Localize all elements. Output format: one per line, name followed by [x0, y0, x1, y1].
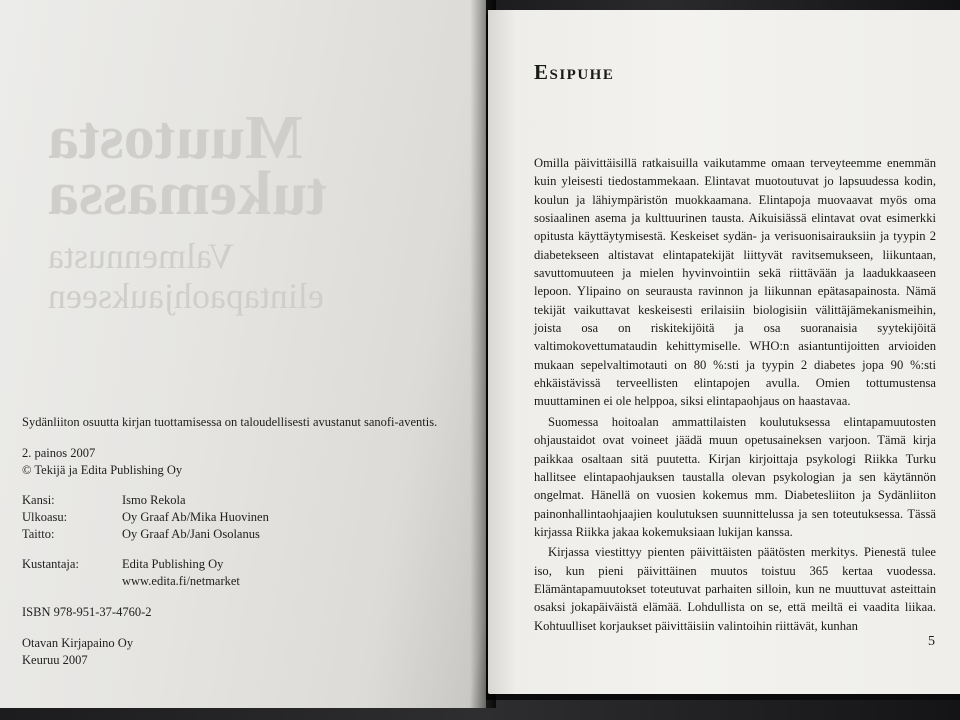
- printer-place: Keuruu 2007: [22, 653, 88, 667]
- paragraph: Kirjassa viestittyy pienten päivittäisten päätösten merkitys. Pienestä tulee iso, kun pieni päivittäinen muutos toistuu 365 kertaa vuodessa. Elämäntapamuutokset toteutuvat parhaiten silloin, kun ne muuttuvat asteittain osaksi jokapäiväistä elämää. Lohdullista on se, että meiltä ei vaadita liikaa. Kohtuulliset korjaukset päivittäisiin valintoihin riittävät, kunhan: [534, 545, 936, 633]
- publisher-url: www.edita.fi/netmarket: [122, 574, 240, 588]
- bleed-through-title: [48, 104, 388, 316]
- bleed-title-line2: tukemassa: [48, 160, 328, 228]
- credits: [22, 492, 472, 543]
- bleed-subtitle-line1: Valmennusta: [48, 236, 234, 276]
- page-title: Esipuhe: [534, 60, 615, 84]
- support-note: Sydänliiton osuutta kirjan tuottamisessa on taloudellisesti avustanut sanofi-aventis.: [22, 415, 438, 429]
- publisher-label: Kustantaja:: [22, 557, 79, 571]
- credit-row-layout: [22, 509, 472, 526]
- bleed-title-line1: Muutosta: [48, 104, 303, 172]
- credit-value: Oy Graaf Ab/Jani Osolanus: [122, 527, 260, 541]
- credit-value: Ismo Rekola: [122, 493, 186, 507]
- bleed-subtitle-line2: elintapaohjaukseen: [48, 276, 324, 316]
- paragraph: Suomessa hoitoalan ammattilaisten koulutuksessa elintapamuutosten ohjaustaidot ovat voineet jäädä muun opetusaineksen varjoon. Tämä kirja paikkaa osaltaan sitä puutetta. Kirjan kirjoittaja psykologi Riikka Turku hallitsee elintapaohjauksen taustalla olevan psykologian ja sen käytännön ongelmat. Hänellä on vuosien kokemus mm. Diabetesliiton ja Sydänliiton painonhallintaohjaajien koulutuksen suunnittelussa ja sen toteutuksessa. Tässä kirjassa Riikka jakaa kokemuksiaan lukijan kanssa.: [534, 414, 936, 539]
- paragraph: Omilla päivittäisillä ratkaisuilla vaikutamme omaan terveyteemme enemmän kuin yleisesti tiedostammekaan. Elintavat muotoutuvat jo lapsuudessa kodin, koulun ja lähiympäristön muokkaamana. Elintapoja muovaavat myös oma sosiaalinen asema ja kulttuurinen tausta. Aikuisiässä elintavat ovat esimerkki opitusta käyttäytymisestä. Keskeiset sydän- ja verisuonisairauksiin ja tyypin 2 diabetekseen altistavat elintapatekijät liittyvät ravitsemukseen, liikuntaan, savuttomuuteen ja mielen hyvinvointiin sekä riittävään ja laadukkaaseen lepoon. Ylipaino on seurausta ravinnon ja liikunnan epätasapainosta. Nämä tekijät vaikuttavat keskeisesti erilaisiin biologisiin välittäjämekanismeihin, joista osa on riskitekijöitä ja osa suoranaisia syytekijöitä valtimokovettumataudin kehittymiselle. WHO:n asiantuntijoitten arvioiden mukaan sepelvaltimotauti on 80 %:sti ja tyypin 2 diabetes jopa 90 %:sti ehkäistävissä terveellisten elintapojen avulla. Omien tottumustensa muuttaminen ei ole helppoa, siksi elintapaohjaus on haastavaa.: [534, 156, 936, 409]
- credit-label: Ulkoasu:: [22, 510, 68, 524]
- publisher: [22, 556, 472, 590]
- credit-row-typesetting: [22, 526, 472, 543]
- isbn: ISBN 978-951-37-4760-2: [22, 605, 152, 619]
- left-page: [0, 0, 486, 708]
- credit-label: Taitto:: [22, 527, 55, 541]
- credit-label: Kansi:: [22, 493, 55, 507]
- publisher-name: Edita Publishing Oy: [122, 557, 224, 571]
- edition: 2. painos 2007: [22, 446, 96, 460]
- printer-name: Otavan Kirjapaino Oy: [22, 636, 134, 650]
- page-number: 5: [928, 634, 935, 649]
- foreword-text: [534, 154, 936, 635]
- colophon: [22, 414, 472, 669]
- right-page: [488, 10, 960, 694]
- publisher-details: [122, 556, 240, 590]
- credit-row-cover: [22, 492, 472, 509]
- credit-value: Oy Graaf Ab/Mika Huovinen: [122, 510, 269, 524]
- copyright: © Tekijä ja Edita Publishing Oy: [22, 463, 183, 477]
